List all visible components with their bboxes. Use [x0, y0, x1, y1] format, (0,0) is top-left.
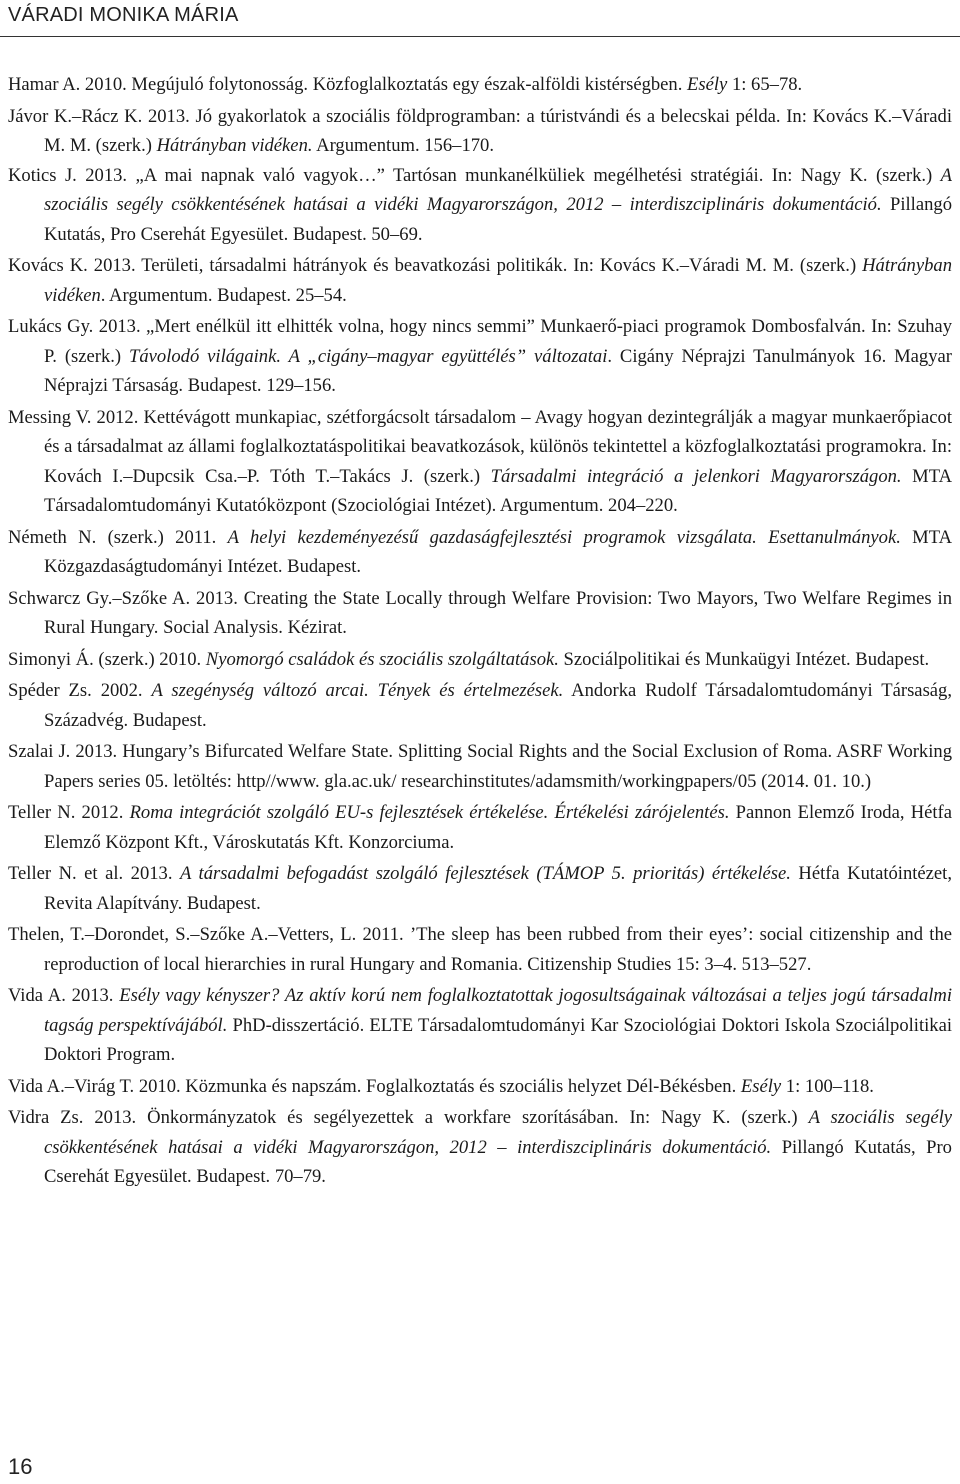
- reference-entry: [8, 251, 952, 310]
- reference-text: Teller N. 2012.: [8, 802, 130, 823]
- reference-text: Pillangó Kutatás, Pro Cserehát Egyesület. Budapest. 50–69.: [44, 194, 952, 245]
- reference-title-italic: A szociális segély csökkentésének hatásai a vidéki Magyarországon, 2012 – interdiszciplináris dokumentáció.: [44, 164, 952, 215]
- running-header: [0, 0, 960, 37]
- reference-title-italic: Társadalmi integráció a jelenkori Magyarországon.: [490, 465, 902, 487]
- reference-entry: [8, 403, 952, 521]
- reference-title-italic: Esély: [687, 74, 728, 95]
- reference-text: Simonyi Á. (szerk.) 2010.: [8, 648, 206, 670]
- reference-text: Szociálpolitikai és Munkaügyi Intézet. Budapest.: [558, 648, 930, 670]
- reference-title-italic: Hátrányban vidéken.: [156, 135, 313, 156]
- reference-text: Vidra Zs. 2013. Önkormányzatok és segélyezettek a workfare szorításában. In: Nagy K. (szerk.): [8, 1107, 809, 1128]
- reference-title-italic: Távolodó világaink. A „cigány–magyar együttélés” változatai: [129, 345, 608, 367]
- reference-list: [8, 70, 952, 1194]
- reference-entry: [8, 645, 952, 675]
- reference-text: Hétfa Kutatóintézet, Revita Alapítvány. Budapest.: [44, 863, 952, 914]
- reference-title-italic: A szociális segély csökkentésének hatásai a vidéki Magyarországon, 2012 – interdiszciplináris dokumentáció.: [44, 1107, 952, 1158]
- reference-text: MTA Közgazdaságtudományi Intézet. Budapest.: [44, 526, 953, 577]
- reference-text: Thelen, T.–Dorondet, S.–Szőke A.–Vetters, L. 2011. ’The sleep has been rubbed from their eyes’: social citizenship and the reproduction of local hierarchies in rural Hungary and Romania. Citizenship Studies 15: 3–4. 513–527.: [8, 924, 952, 975]
- reference-text: Andorka Rudolf Társadalomtudományi Társaság, Századvég. Budapest.: [44, 680, 952, 731]
- reference-entry: [8, 798, 952, 857]
- reference-entry: [8, 859, 952, 918]
- reference-entry: [8, 584, 952, 643]
- page-number: 16: [8, 1454, 33, 1479]
- reference-entry: [8, 981, 952, 1070]
- reference-text: Schwarcz Gy.–Szőke A. 2013. Creating the State Locally through Welfare Provision: Two Mayors, Two Welfare Regimes in Rural Hungary. Social Analysis. Kézirat.: [8, 587, 952, 638]
- reference-entry: [8, 1103, 952, 1192]
- reference-text: . Argumentum. Budapest. 25–54.: [100, 284, 347, 306]
- reference-entry: [8, 920, 952, 979]
- reference-title-italic: Nyomorgó családok és szociális szolgáltatások.: [205, 648, 559, 670]
- reference-text: Pannon Elemző Iroda, Hétfa Elemző Központ Kft., Városkutatás Kft. Konzorciuma.: [44, 802, 952, 853]
- reference-entry: [8, 676, 952, 735]
- reference-entry: [8, 1072, 952, 1102]
- reference-title-italic: A helyi kezdeményezésű gazdaságfejlesztési programok vizsgálata.: [227, 526, 757, 548]
- reference-entry: [8, 70, 952, 100]
- reference-title-italic: A szegénység változó arcai. Tények és értelmezések.: [151, 680, 564, 701]
- reference-text: 1: 100–118.: [781, 1075, 874, 1097]
- reference-text: Teller N. et al. 2013.: [8, 863, 180, 884]
- reference-title-italic: Esély vagy kényszer? Az aktív korú nem foglalkoztatottak jogosultságainak változásai a teljes jogú társadalmi tagság perspektívájából.: [44, 985, 952, 1036]
- reference-text: Vida A. 2013.: [8, 985, 120, 1006]
- header-author: VÁRADI MONIKA MÁRIA: [8, 4, 239, 26]
- reference-title-italic: Esély: [740, 1075, 782, 1097]
- reference-text: Kotics J. 2013. „A mai napnak való vagyok…” Tartósan munkanélküliek megélhetési stratégiái. In: Nagy K. (szerk.): [8, 164, 941, 186]
- reference-text: Szalai J. 2013. Hungary’s Bifurcated Welfare State. Splitting Social Rights and the Social Exclusion of Roma. ASRF Working Papers series 05. letöltés: http//www. gla.ac.uk/ researchinstitutes/adamsmith/workingpapers/05 (2014. 01. 10.): [8, 741, 952, 792]
- reference-text: Hamar A. 2010. Megújuló folytonosság. Közfoglalkoztatás egy észak-alföldi kistérségben.: [8, 74, 688, 95]
- reference-text: Németh N. (szerk.) 2011.: [8, 526, 228, 548]
- reference-text: Messing V. 2012. Kettévágott munkapiac, szétforgácsolt társadalom – Avagy hogyan dezintegrálják a magyar munkaerőpiacot és a társadalmat az állami foglalkoztatáspolitikai beavatkozások, különös tekintettel a közfoglalkoztatási programokra. In: Kovách I.–Dupcsik Csa.–P. Tóth T.–Takács J. (szerk.): [8, 406, 952, 487]
- reference-title-italic: Esettanulmányok.: [756, 526, 901, 548]
- reference-text: . Cigány Néprajzi Tanulmányok 16. Magyar Néprajzi Társaság. Budapest. 129–156.: [44, 345, 952, 396]
- reference-title-italic: Roma integrációt szolgáló EU-s fejlesztések értékelése. Értékelési zárójelentés.: [129, 802, 730, 823]
- reference-text: 1: 65–78.: [727, 74, 803, 95]
- reference-text: Lukács Gy. 2013. „Mert enélkül itt elhitték volna, hogy nincs semmi” Munkaerő-piaci programok Dombosfalván. In: Szuhay P. (szerk.): [8, 316, 952, 367]
- reference-text: Jávor K.–Rácz K. 2013. Jó gyakorlatok a szociális földprogramban: a túristvándi és a belecskai példa. In: Kovács K.–Váradi M. M. (szerk.): [8, 105, 952, 156]
- reference-entry: [8, 102, 952, 161]
- reference-text: Pillangó Kutatás, Pro Cserehát Egyesület. Budapest. 70–79.: [44, 1136, 952, 1187]
- reference-text: PhD-disszertáció. ELTE Társadalomtudományi Kar Szociológiai Doktori Iskola Szociálpolitikai Doktori Program.: [44, 1014, 952, 1065]
- reference-entry: [8, 737, 952, 796]
- reference-text: MTA Társadalomtudományi Kutatóközpont (Szociológiai Intézet). Argumentum. 204–220.: [44, 465, 952, 516]
- reference-text: Spéder Zs. 2002.: [8, 680, 152, 701]
- reference-text: Vida A.–Virág T. 2010. Közmunka és napszám. Foglalkoztatás és szociális helyzet Dél-Békésben.: [8, 1075, 741, 1097]
- reference-entry: [8, 161, 952, 250]
- reference-text: Argumentum. 156–170.: [312, 135, 494, 156]
- reference-entry: [8, 523, 952, 582]
- reference-text: Kovács K. 2013. Területi, társadalmi hátrányok és beavatkozási politikák. In: Kovács K.–Váradi M. M. (szerk.): [8, 255, 863, 276]
- reference-title-italic: Hátrányban vidéken: [44, 255, 952, 306]
- reference-title-italic: A társadalmi befogadást szolgáló fejlesztések (TÁMOP 5. prioritás) értékelése.: [180, 863, 791, 884]
- reference-entry: [8, 312, 952, 401]
